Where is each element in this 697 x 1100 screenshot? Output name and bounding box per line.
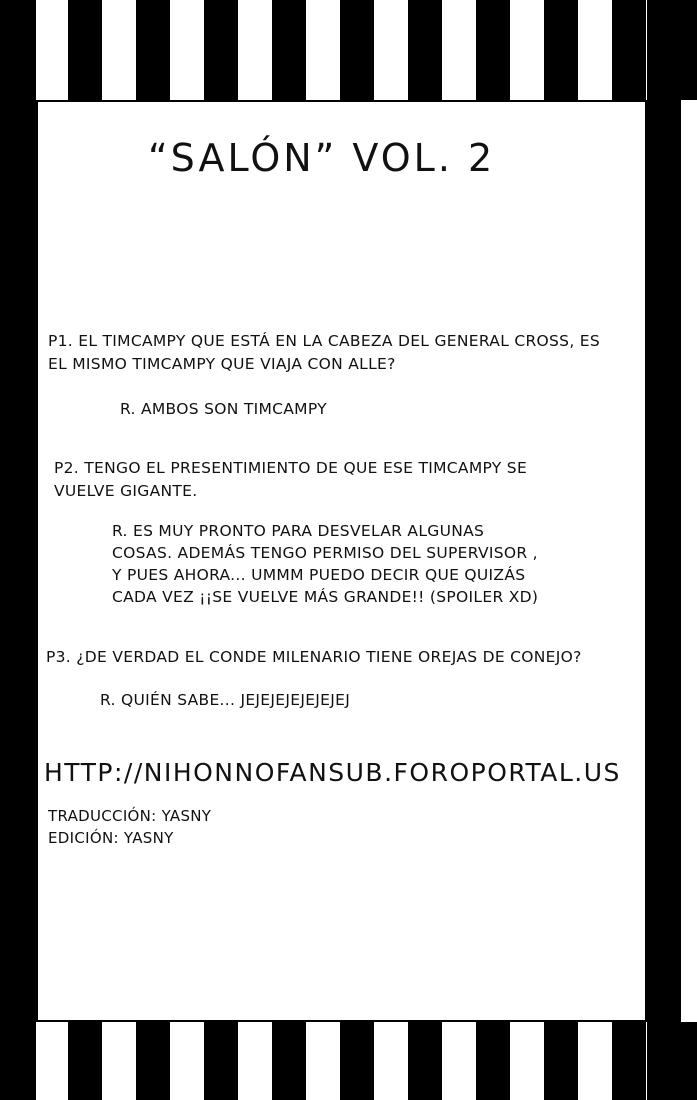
question-3-line-1: P3. ¿DE VERDAD EL CONDE MILENARIO TIENE OREJAS DE CONEJO? xyxy=(46,648,582,666)
answer-2-line-2: COSAS. ADEMÁS TENGO PERMISO DEL SUPERVISOR , xyxy=(112,544,538,562)
answer-2-line-3: Y PUES AHORA... UMMM PUEDO DECIR QUE QUIZÁS xyxy=(112,566,526,584)
question-2-line-2: VUELVE GIGANTE. xyxy=(54,482,198,500)
answer-2-line-4: CADA VEZ ¡¡SE VUELVE MÁS GRANDE!! (SPOILER XD) xyxy=(112,588,539,606)
text-panel xyxy=(36,100,647,1022)
top-striped-border xyxy=(0,0,697,100)
answer-1-line-1: R. AMBOS SON TIMCAMPY xyxy=(120,400,327,418)
bottom-striped-border xyxy=(0,1022,697,1100)
question-2-line-1: P2. TENGO EL PRESENTIMIENTO DE QUE ESE TIMCAMPY SE xyxy=(54,459,528,477)
translation-credit: TRADUCCIÓN: YASNY xyxy=(48,807,212,825)
question-1-line-2: EL MISMO TIMCAMPY QUE VIAJA CON ALLE? xyxy=(48,355,396,373)
question-1-line-1: P1. EL TIMCAMPY QUE ESTÁ EN LA CABEZA DEL GENERAL CROSS, ES xyxy=(48,332,601,350)
fansub-url: HTTP://NIHONNOFANSUB.FOROPORTAL.US xyxy=(44,758,621,787)
page-title: “SALÓN” VOL. 2 xyxy=(148,136,496,180)
left-black-bar xyxy=(0,0,36,1100)
answer-2-line-1: R. ES MUY PRONTO PARA DESVELAR ALGUNAS xyxy=(112,522,485,540)
right-black-bar xyxy=(647,0,681,1100)
edition-credit: EDICIÓN: YASNY xyxy=(48,829,174,847)
answer-3-line-1: R. QUIÉN SABE... JEJEJEJEJEJEJEJ xyxy=(100,691,351,709)
